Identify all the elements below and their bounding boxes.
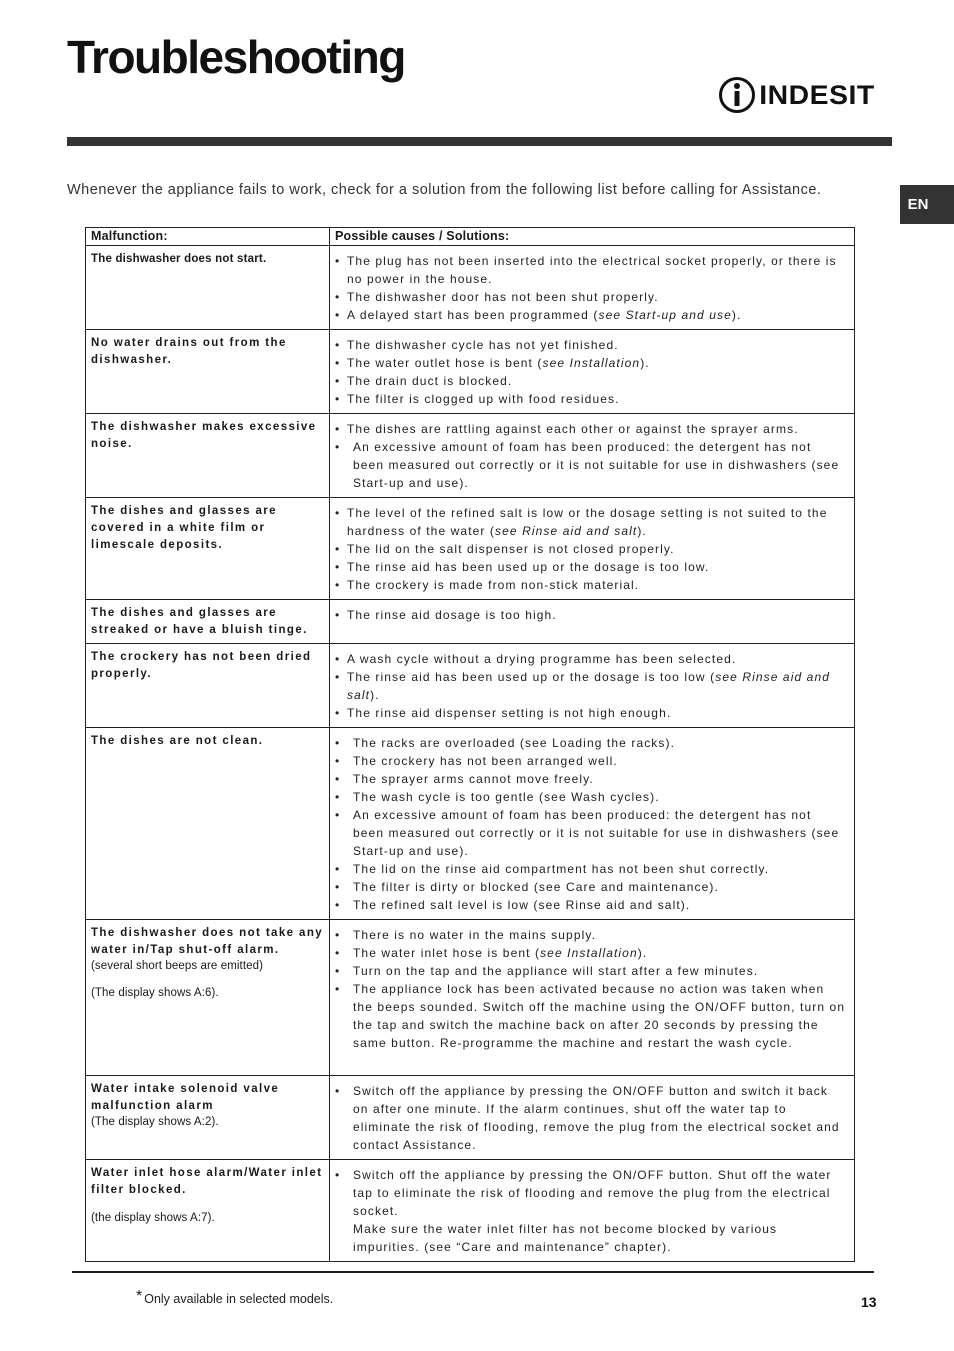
page-title: Troubleshooting [67,31,405,83]
solution-item: • The water inlet hose is bent (see Installation). [335,944,846,962]
solution-item: • A wash cycle without a drying programme has been selected. [335,650,846,668]
solutions-cell [330,498,855,600]
language-tab: EN [900,185,954,224]
header-rule [67,137,892,146]
solution-item: • The plug has not been inserted into the electrical socket properly, or there is no power in the house. [335,252,846,288]
column-header-malfunction: Malfunction: [86,228,330,246]
solutions-cell [330,1076,855,1160]
display-code-note: (the display shows A:7). [91,1212,215,1224]
solution-item: • The appliance lock has been activated because no action was taken when the beeps sounded. Switch off the machine using the ON/OFF button, turn on the tap and switch the machine back on after 20 seconds by pressing the same button. Re-programme the machine and restart the wash cycle. [335,980,846,1052]
malfunction-label: The dishwasher does not start. [91,253,267,265]
table-row [86,330,855,414]
malfunction-label: The dishwasher makes excessive noise. [91,421,317,450]
malfunction-cell [86,644,330,728]
solution-item: • The refined salt level is low (see Rinse aid and salt). [335,896,846,914]
malfunction-note: (several short beeps are emitted) [91,960,264,972]
malfunction-cell [86,498,330,600]
malfunction-label: Water intake solenoid valve malfunction alarm [91,1083,280,1112]
solution-item: • An excessive amount of foam has been produced: the detergent has not been measured out correctly or it is not suitable for use in dishwashers (see Start-up and use). [335,438,846,492]
malfunction-cell [86,330,330,414]
malfunction-cell [86,414,330,498]
solutions-cell [330,1160,855,1262]
column-header-solutions: Possible causes / Solutions: [330,228,855,246]
brand-wordmark: INDESIT [759,79,875,110]
table-row [86,644,855,728]
table-row [86,1160,855,1262]
solution-item: • The rinse aid dispenser setting is not high enough. [335,704,846,722]
table-header-row [86,228,855,246]
solutions-cell [330,644,855,728]
indesit-logo [718,76,875,114]
solution-item: Make sure the water inlet filter has not become blocked by various impurities. (see “Care and maintenance” chapter). [353,1222,778,1254]
solution-item: • The wash cycle is too gentle (see Wash cycles). [335,788,846,806]
table-row [86,414,855,498]
solutions-cell [330,246,855,330]
troubleshooting-table [85,227,855,1262]
solution-item: • The lid on the rinse aid compartment has not been shut correctly. [335,860,846,878]
table-row [86,920,855,1076]
malfunction-label: The crockery has not been dried properly. [91,651,312,680]
malfunction-label: The dishes and glasses are streaked or have a bluish tinge. [91,607,308,636]
solution-item: • A delayed start has been programmed (see Start-up and use). [335,306,846,324]
footer-rule [72,1271,874,1273]
malfunction-label: Water inlet hose alarm/Water inlet filter blocked. [91,1167,323,1196]
indesit-logo-icon [718,76,756,114]
solution-item: • Turn on the tap and the appliance will start after a few minutes. [335,962,846,980]
footnote-asterisk: * [136,1288,143,1305]
solution-item: • The racks are overloaded (see Loading the racks). [335,734,846,752]
malfunction-cell [86,1160,330,1262]
solution-item: • Switch off the appliance by pressing the ON/OFF button. Shut off the water tap to eliminate the risk of flooding and remove the plug from the electrical socket. [335,1166,846,1220]
malfunction-cell [86,246,330,330]
solution-item: • Switch off the appliance by pressing the ON/OFF button and switch it back on after one minute. If the alarm continues, shut off the water tap to eliminate the risk of flooding, remove the plug from the electrical socket and contact Assistance. [335,1082,846,1154]
solution-item: • The rinse aid dosage is too high. [335,606,846,624]
solution-item: • The water outlet hose is bent (see Installation). [335,354,846,372]
table-row [86,1076,855,1160]
solutions-cell [330,414,855,498]
solutions-cell [330,728,855,920]
malfunction-cell [86,920,330,1076]
malfunction-label: No water drains out from the dishwasher. [91,337,287,366]
table-row [86,246,855,330]
table-row [86,498,855,600]
solution-item: • The rinse aid has been used up or the dosage is too low (see Rinse aid and salt). [335,668,846,704]
solution-item: • There is no water in the mains supply. [335,926,846,944]
solution-item: • The dishes are rattling against each other or against the sprayer arms. [335,420,846,438]
solution-item: • The dishwasher door has not been shut properly. [335,288,846,306]
solution-item: • The crockery is made from non-stick material. [335,576,846,594]
solution-item: • The lid on the salt dispenser is not closed properly. [335,540,846,558]
malfunction-cell [86,728,330,920]
solution-item: • The dishwasher cycle has not yet finished. [335,336,846,354]
footnote-text: Only available in selected models. [144,1292,334,1306]
page-number: 13 [861,1294,877,1310]
solution-item: • The sprayer arms cannot move freely. [335,770,846,788]
solution-item: • An excessive amount of foam has been produced: the detergent has not been measured out correctly or it is not suitable for use in dishwashers (see Start-up and use). [335,806,846,860]
solutions-cell [330,330,855,414]
malfunction-label: The dishwasher does not take any water in/Tap shut-off alarm. [91,927,324,956]
solutions-cell [330,920,855,1076]
solution-item: • The rinse aid has been used up or the dosage is too low. [335,558,846,576]
malfunction-label: The dishes are not clean. [91,735,264,747]
display-code-note: (The display shows A:6). [91,987,219,999]
footnote [136,1288,333,1306]
solutions-cell [330,600,855,644]
malfunction-cell [86,1076,330,1160]
solution-item: • The drain duct is blocked. [335,372,846,390]
table-row [86,600,855,644]
solution-item: • The level of the refined salt is low or the dosage setting is not suited to the hardness of the water (see Rinse aid and salt). [335,504,846,540]
malfunction-cell [86,600,330,644]
solution-item: • The filter is dirty or blocked (see Care and maintenance). [335,878,846,896]
intro-text: Whenever the appliance fails to work, check for a solution from the following list before calling for Assistance. [67,182,822,198]
solution-item: • The filter is clogged up with food residues. [335,390,846,408]
malfunction-label: The dishes and glasses are covered in a white film or limescale deposits. [91,505,277,551]
display-code-note: (The display shows A:2). [91,1116,219,1128]
solution-item: • The crockery has not been arranged well. [335,752,846,770]
table-row [86,728,855,920]
